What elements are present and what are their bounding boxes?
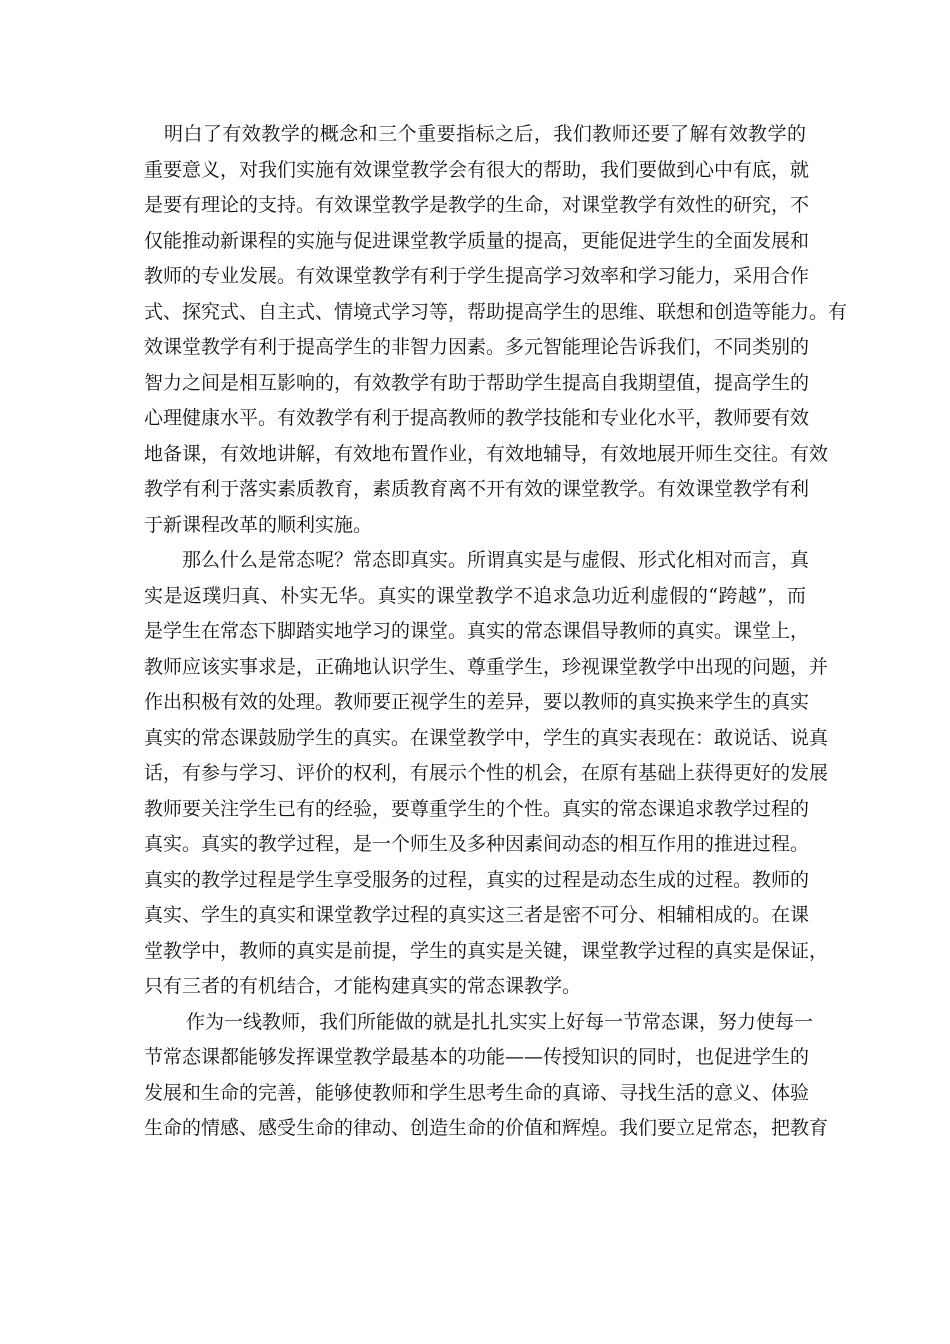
paragraph-2-line-2: 实是返璞归真、朴实无华。真实的课堂教学不追求急功近利虚假的“跨越”，而 — [144, 584, 806, 607]
paragraph-1-line-8: 智力之间是相互影响的，有效教学有助于帮助学生提高自我期望值，提高学生的 — [144, 371, 810, 394]
paragraph-2-line-7: 话，有参与学习、评价的权利，有展示个性的机会，在原有基础上获得更好的发展 — [144, 762, 829, 784]
paragraph-2-line-11: 真实、学生的真实和课堂教学过程的真实这三者是密不可分、相辅相成的。在课 — [144, 904, 810, 926]
paragraph-3-line-1: 作为一线教师，我们所能做的就是扎扎实实上好每一节常态课，努力使每一 — [186, 1010, 814, 1033]
paragraph-2-line-10: 真实的教学过程是学生享受服务的过程，真实的过程是动态生成的过程。教师的 — [144, 868, 810, 891]
paragraph-1-line-2: 重要意义，对我们实施有效课堂教学会有很大的帮助，我们要做到心中有底，就 — [144, 158, 810, 181]
paragraph-3-line-2: 节常态课都能够发挥课堂教学最基本的功能——传授知识的同时，也促进学生的 — [144, 1046, 810, 1068]
paragraph-2-line-8: 教师要关注学生已有的经验，要尊重学生的个性。真实的常态课追求教学过程的 — [144, 797, 810, 820]
paragraph-2-line-1: 那么什么是常态呢？常态即真实。所谓真实是与虚假、形式化相对而言，真 — [182, 549, 810, 571]
paragraph-1-line-12: 于新课程改革的顺利实施。 — [144, 513, 373, 536]
paragraph-3-line-4: 生命的情感、感受生命的律动、创造生命的价值和辉煌。我们要立足常态，把教育 — [144, 1117, 829, 1139]
paragraph-3-line-3: 发展和生命的完善，能够使教师和学生思考生命的真谛、寻找生活的意义、体验 — [144, 1081, 810, 1104]
paragraph-1-line-10: 地备课，有效地讲解，有效地布置作业，有效地辅导，有效地展开师生交往。有效 — [144, 442, 829, 465]
paragraph-1-line-11: 教学有利于落实素质教育，素质教育离不开有效的课堂教学。有效课堂教学有利 — [144, 478, 810, 500]
document-body — [144, 117, 848, 1147]
paragraph-1-line-7: 效课堂教学有利于提高学生的非智力因素。多元智能理论告诉我们，不同类别的 — [144, 336, 810, 358]
paragraph-2-line-5: 作出积极有效的处理。教师要正视学生的差异，要以教师的真实换来学生的真实 — [144, 691, 810, 713]
paragraph-2-line-12: 堂教学中，教师的真实是前提，学生的真实是关键，课堂教学过程的真实是保证， — [144, 939, 829, 962]
paragraph-2-line-4: 教师应该实事求是，正确地认识学生、尊重学生，珍视课堂教学中出现的问题，并 — [144, 655, 829, 678]
paragraph-2-line-6: 真实的常态课鼓励学生的真实。在课堂教学中，学生的真实表现在：敢说话、说真 — [144, 726, 829, 749]
paragraph-1-line-3: 是要有理论的支持。有效课堂教学是教学的生命，对课堂教学有效性的研究，不 — [144, 194, 810, 216]
paragraph-1-line-5: 教师的专业发展。有效课堂教学有利于学生提高学习效率和学习能力，采用合作 — [144, 265, 810, 287]
paragraph-2-line-13: 只有三者的有机结合，才能构建真实的常态课教学。 — [144, 975, 582, 997]
paragraph-1-line-6: 式、探究式、自主式、情境式学习等，帮助提高学生的思维、联想和创造等能力。有 — [144, 300, 848, 323]
paragraph-1-line-4: 仅能推动新课程的实施与促进课堂教学质量的提高，更能促进学生的全面发展和 — [144, 229, 810, 252]
paragraph-2-line-3: 是学生在常态下脚踏实地学习的课堂。真实的常态课倡导教师的真实。课堂上， — [144, 620, 810, 642]
paragraph-1-line-9: 心理健康水平。有效教学有利于提高教师的教学技能和专业化水平，教师要有效 — [144, 407, 810, 429]
paragraph-2-line-9: 真实。真实的教学过程，是一个师生及多种因素间动态的相互作用的推进过程。 — [144, 833, 810, 855]
paragraph-1-line-1: 明白了有效教学的概念和三个重要指标之后，我们教师还要了解有效教学的 — [164, 123, 806, 145]
